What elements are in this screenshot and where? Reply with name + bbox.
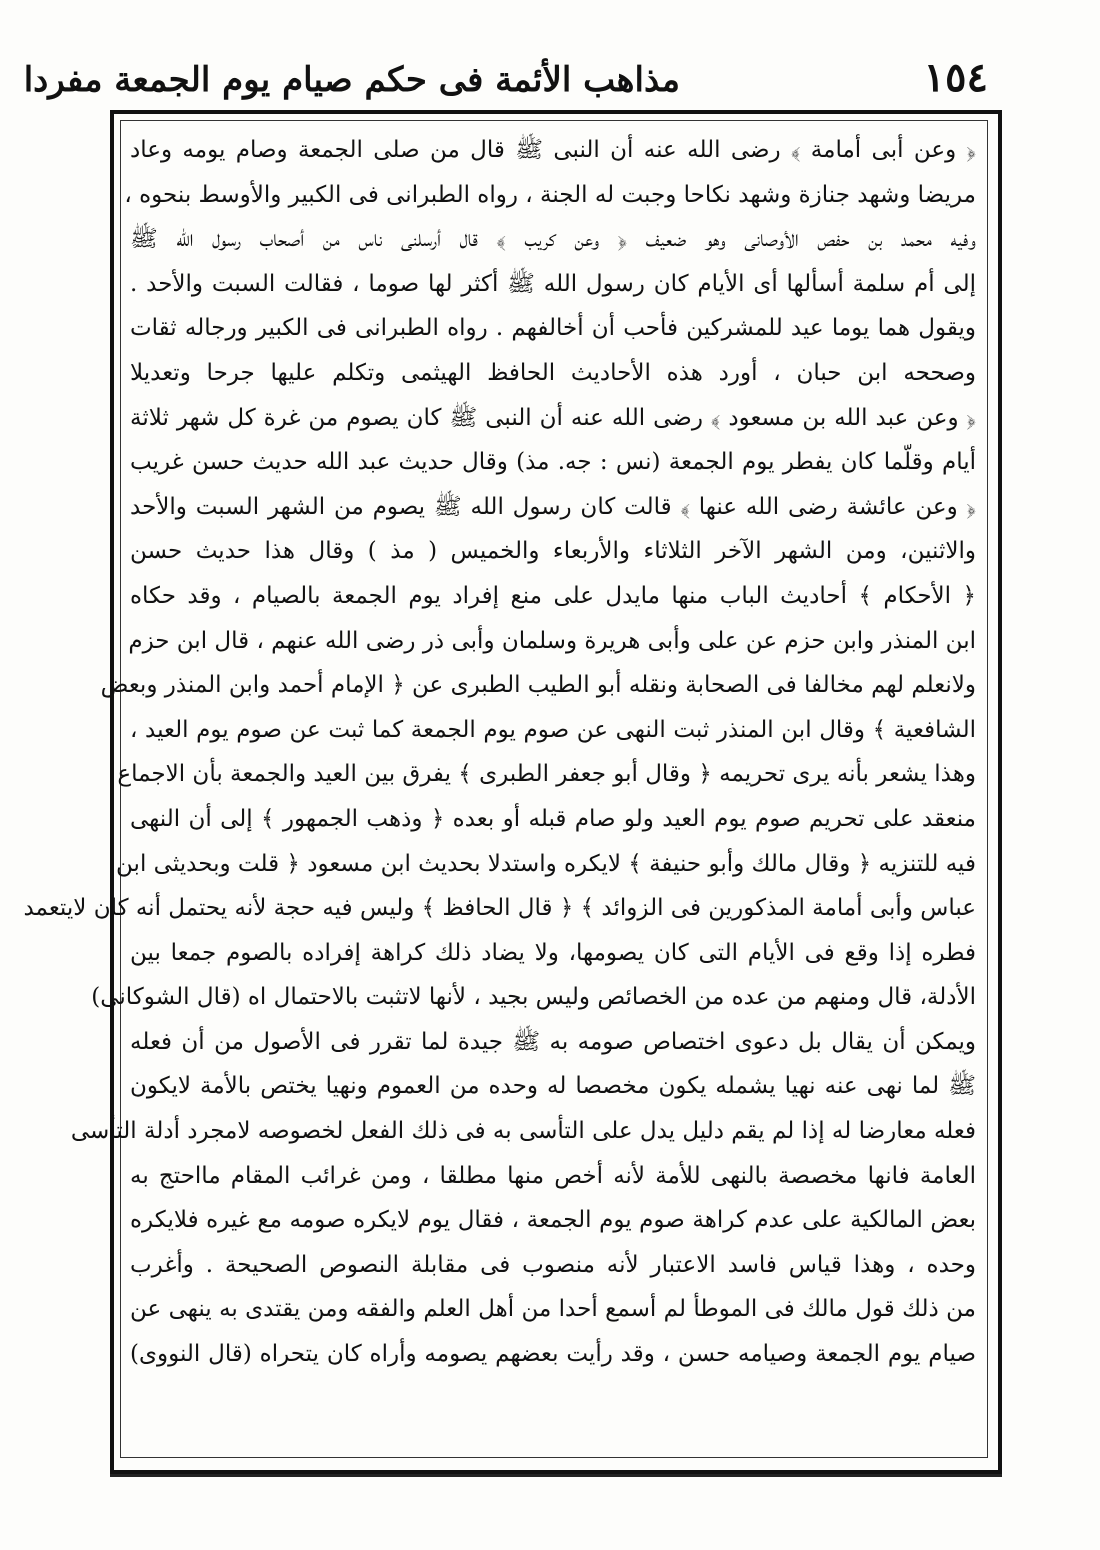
text-line: والاثنين، ومن الشهر الآخر الثلاثاء والأربعاء والخميس ( مذ ) وقال هذا حديث حسن: [130, 538, 976, 565]
text-line: ﴿ الأحكام ﴾ أحاديث الباب منها مايدل على منع إفراد يوم الجمعة بالصيام ، وقد حكاه: [130, 582, 976, 609]
text-line: صيام يوم الجمعة وصيامه حسن ، وقد رأيت بعضهم يصومه وأراه كان يتحراه (قال النووى): [130, 1341, 976, 1368]
text-line: وصححه ابن حبان ، أورد هذه الأحاديث الحافظ الهيثمى وتكلم عليها جرحا وتعديلا: [130, 359, 976, 386]
body-text: [23, 128, 976, 1377]
text-line: ﴿ وعن أبى أمامة ﴾ رضى الله عنه أن النبى ﷺ قال من صلى الجمعة وصام يومه وعاد: [130, 137, 976, 163]
text-line: أيام وقلّما كان يفطر يوم الجمعة (نس : جه. مذ) وقال حديث عبد الله حديث حسن غريب: [130, 449, 976, 476]
text-line: ﴿ وعن عائشة رضى الله عنها ﴾ قالت كان رسول الله ﷺ يصوم من الشهر السبت والأحد: [130, 493, 976, 520]
text-line: ابن المنذر وابن حزم عن على وأبى هريرة وسلمان وأبى ذر رضى الله عنهم ، قال ابن حزم: [128, 627, 976, 654]
text-line: الأدلة، قال ومنهم من عده من الخصائص وليس بجيد ، لأنها لاتثبت بالاحتمال اه (قال الشوكانى): [91, 984, 976, 1011]
running-head: [23, 50, 1010, 110]
page-number: ١٥٤: [923, 54, 988, 101]
text-line: فيه للتنزيه ﴿ وقال مالك وأبو حنيفة ﴾ لايكره واستدلا بحديث ابن مسعود ﴿ قلت وبحديثى ابن: [116, 850, 976, 877]
text-line: ﷺ لما نهى عنه نهيا يشمله يكون مخصصا له وحده من العموم ونهيا يختص بالأمة لايكون: [130, 1073, 976, 1100]
text-line: مريضا وشهد جنازة وشهد نكاحا وجبت له الجنة ، رواه الطبرانى فى الكبير والأوسط بنحوه ،: [124, 181, 976, 208]
text-line: وحده ، وهذا قياس فاسد الاعتبار لأنه منصوب فى مقابلة النصوص الصحيحة . وأغرب: [130, 1251, 976, 1278]
text-line: فطره إذا وقع فى الأيام التى كان يصومها، ولا يضاد ذلك كراهة إفراده بالصوم جمعا بين: [130, 939, 976, 966]
text-line: فعله معارضا له إذا لم يقم دليل يدل على التأسى به فى ذلك الفعل لخصوصه لامجرد أدلة التأسى: [70, 1118, 976, 1145]
text-line: الشافعية ﴾ وقال ابن المنذر ثبت النهى عن صوم يوم الجمعة كما ثبت عن صوم يوم العيد ،: [130, 716, 976, 743]
text-line: ولانعلم لهم مخالفا فى الصحابة ونقله أبو الطيب الطبرى عن ﴿ الإمام أحمد وابن المنذر وبعض: [100, 672, 976, 699]
text-line: منعقد على تحريم صوم يوم العيد ولو صام قبله أو بعده ﴿ وذهب الجمهور ﴾ إلى أن النهى: [130, 805, 976, 832]
text-line: بعض المالكية على عدم كراهة صوم يوم الجمعة ، فقال يوم لايكره صومه مع غيره فلايكره: [130, 1207, 976, 1234]
text-line: ويمكن أن يقال بل دعوى اختصاص صومه به ﷺ جيدة لما تقرر فى الأصول من أن فعله: [130, 1028, 976, 1055]
text-line: وفيه محمد بن حفص الأوصانى وهو ضعيف ﴿ وعن كريب ﴾ قال أرسلنى ناس من أصحاب رسول الله ﷺ: [130, 226, 976, 253]
running-title: مذاهب الأئمة فى حكم صيام يوم الجمعة مفردا: [23, 60, 680, 100]
text-line: إلى أم سلمة أسألها أى الأيام كان رسول الله ﷺ أكثر لها صوما ، فقالت السبت والأحد .: [130, 270, 976, 297]
text-line: وهذا يشعر بأنه يرى تحريمه ﴿ وقال أبو جعفر الطبرى ﴾ يفرق بين العيد والجمعة بأن الاجماع: [117, 761, 976, 788]
text-line: من ذلك قول مالك فى الموطأ لم أسمع أحدا من أهل العلم والفقه ومن يقتدى به ينهى عن: [130, 1296, 976, 1323]
bottom-rule: [110, 1474, 1002, 1477]
text-line: ﴿ وعن عبد الله بن مسعود ﴾ رضى الله عنه أن النبى ﷺ كان يصوم من غرة كل شهر ثلاثة: [130, 404, 976, 431]
text-line: عباس وأبى أمامة المذكورين فى الزوائد ﴾ ﴿ قال الحافظ ﴾ وليس فيه حجة لأنه يحتمل أنه كان لايتعمد: [23, 895, 976, 922]
text-line: ويقول هما يوما عيد للمشركين فأحب أن أخالفهم . رواه الطبرانى فى الكبير ورجاله ثقات: [130, 315, 976, 342]
text-line: العامة فانها مخصصة بالنهى للأمة لأنه أخص منها مطلقا ، ومن غرائب المقام مااحتج به: [130, 1162, 976, 1189]
